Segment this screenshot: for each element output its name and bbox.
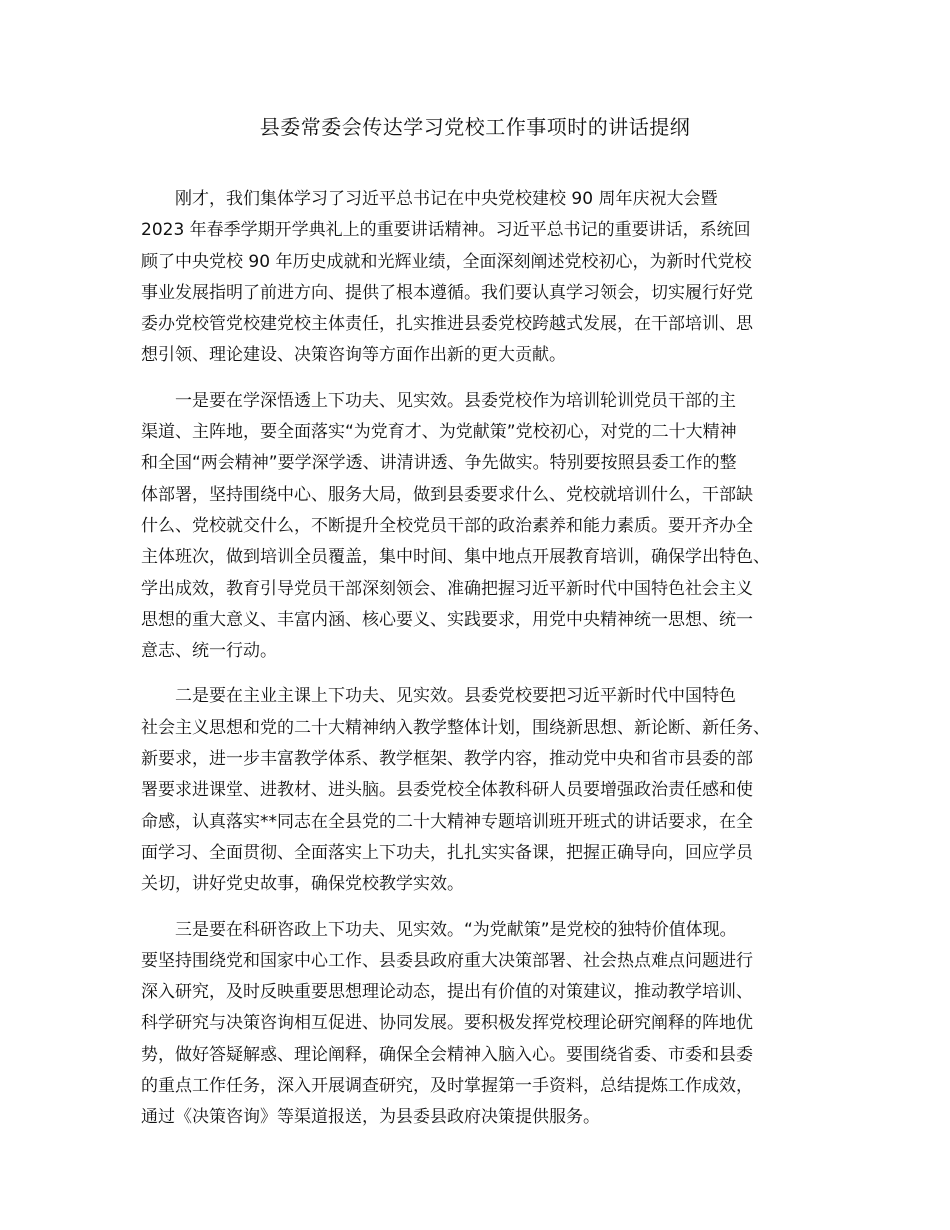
text-line: 渠道、主阵地，要全面落实“为党育才、为党献策”党校初心，对党的二十大精神 [141,422,737,443]
text-line: 顾了中央党校 90 年历史成就和光辉业绩，全面深刻阐述党校初心，为新时代党校 [141,251,752,272]
text-line: 意志、统一行动。 [141,641,277,662]
text-line: 委办党校管党校建党校主体责任，扎实推进县委党校跨越式发展，在干部培训、思 [141,314,753,335]
text-line: 命感，认真落实**同志在全县党的二十大精神专题培训班开班式的讲话要求，在全 [141,811,753,832]
paragraph-point-one [141,386,831,668]
text-line: 要坚持围绕党和国家中心工作、县委县政府重大决策部署、社会热点难点问题进行 [141,950,753,971]
text-line: 关切，讲好党史故事，确保党校教学实效。 [141,874,464,895]
text-line: 想引领、理论建设、决策咨询等方面作出新的更大贡献。 [141,345,566,366]
text-line: 的重点工作任务，深入开展调查研究，及时掌握第一手资料，总结提炼工作成效， [141,1076,753,1097]
text-line: 什么、党校就交什么，不断提升全校党员干部的政治素养和能力素质。要开齐办全 [141,515,753,536]
text-line: 通过《决策咨询》等渠道报送，为县委县政府决策提供服务。 [141,1107,600,1128]
text-line: 署要求进课堂、进教材、进头脑。县委党校全体教科研人员要增强政治责任感和使 [141,780,753,801]
text-line: 三是要在科研咨政上下功夫、见实效。“为党献策”是党校的独特价值体现。 [141,919,737,940]
text-line: 势，做好答疑解惑、理论阐释，确保全会精神入脑入心。要围绕省委、市委和县委 [141,1044,753,1065]
text-line: 主体班次，做到培训全员覆盖，集中时间、集中地点开展教育培训，确保学出特色、 [141,547,770,568]
paragraph-point-three [141,915,831,1134]
text-line: 事业发展指明了前进方向、提供了根本遵循。我们要认真学习领会，切实履行好党 [141,282,753,303]
text-line: 和全国“两会精神”要学深学透、讲清讲透、争先做实。特别要按照县委工作的整 [141,453,737,474]
text-line: 社会主义思想和党的二十大精神纳入教学整体计划，围绕新思想、新论断、新任务、 [141,717,770,738]
text-line: 二是要在主业主课上下功夫、见实效。县委党校要把习近平新时代中国特色 [141,686,736,707]
text-line: 面学习、全面贯彻、全面落实上下功夫，扎扎实实备课，把握正确导向，回应学员 [141,842,753,863]
paragraph-point-two [141,681,831,900]
document-body [141,184,831,1134]
text-line: 思想的重大意义、丰富内涵、核心要义、实践要求，用党中央精神统一思想、统一 [141,609,753,630]
text-line: 新要求，进一步丰富教学体系、教学框架、教学内容，推动党中央和省市县委的部 [141,749,753,770]
text-line: 科学研究与决策咨询相互促进、协同发展。要积极发挥党校理论研究阐释的阵地优 [141,1013,753,1034]
text-line: 刚才，我们集体学习了习近平总书记在中央党校建校 90 周年庆祝大会暨 [141,189,718,209]
document-title: 县委常委会传达学习党校工作事项时的讲话提纲 [259,115,691,139]
text-line: 2023 年春季学期开学典礼上的重要讲话精神。习近平总书记的重要讲话，系统回 [141,220,751,241]
text-line: 一是要在学深悟透上下功夫、见实效。县委党校作为培训轮训党员干部的主 [141,390,736,411]
text-line: 深入研究，及时反映重要思想理论动态，提出有价值的对策建议，推动教学培训、 [141,982,753,1003]
text-line: 学出成效，教育引导党员干部深刻领会、准确把握习近平新时代中国特色社会主义 [141,578,753,599]
text-line: 体部署，坚持围绕中心、服务大局，做到县委要求什么、党校就培训什么，干部缺 [141,484,753,505]
paragraph-intro [141,184,831,372]
